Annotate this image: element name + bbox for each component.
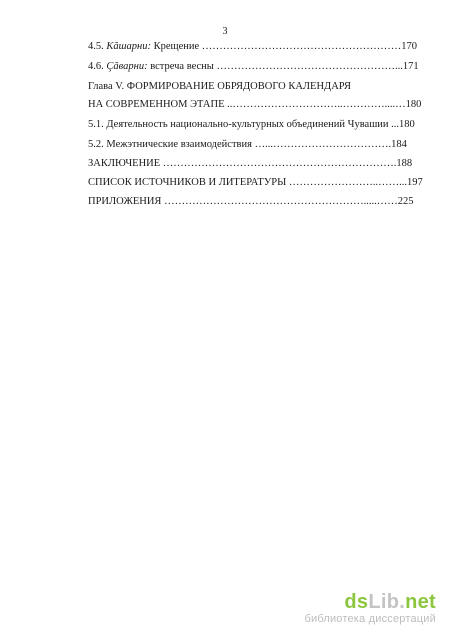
toc-chapter-5-title-continued: НА СОВРЕМЕННОМ ЭТАПЕ ..…………………………..…………....…180: [88, 99, 422, 110]
dslib-subtitle: библиотека диссертаций: [304, 613, 436, 625]
toc-entry-number: 4.6.: [88, 61, 107, 72]
toc-entry-term: Кăшарни:: [106, 41, 151, 52]
toc-entry-text: встреча весны ……………………………………………...171: [147, 61, 419, 72]
dslib-logo: dsLib.net: [344, 591, 436, 613]
toc-entry-5-2: 5.2. Межэтнические взаимодействия …...…………………………….184: [88, 139, 407, 150]
toc-chapter-5-title: Глава V. ФОРМИРОВАНИЕ ОБРЯДОВОГО КАЛЕНДАРЯ: [88, 81, 351, 92]
dslib-watermark: [304, 592, 436, 625]
toc-entry-5-1: 5.1. Деятельность национально-культурных объединений Чувашии ...180: [88, 119, 415, 130]
toc-entry-conclusion: ЗАКЛЮЧЕНИЕ ………………………………………………………….188: [88, 158, 413, 169]
toc-entry-text: Крещение …………………………………………………170: [150, 41, 418, 52]
toc-entry-4-6: [88, 61, 419, 73]
toc-entry-appendix: ПРИЛОЖЕНИЯ ………………………………………………….....……225: [88, 196, 414, 207]
toc-entry-4-5: [88, 41, 417, 53]
toc-entry-term: Çăварни:: [106, 61, 148, 72]
toc-entry-number: 4.5.: [88, 41, 107, 52]
page-number: 3: [222, 26, 228, 37]
toc-entry-sources: СПИСОК ИСТОЧНИКОВ И ЛИТЕРАТУРЫ ……………………..……...197: [88, 177, 423, 188]
